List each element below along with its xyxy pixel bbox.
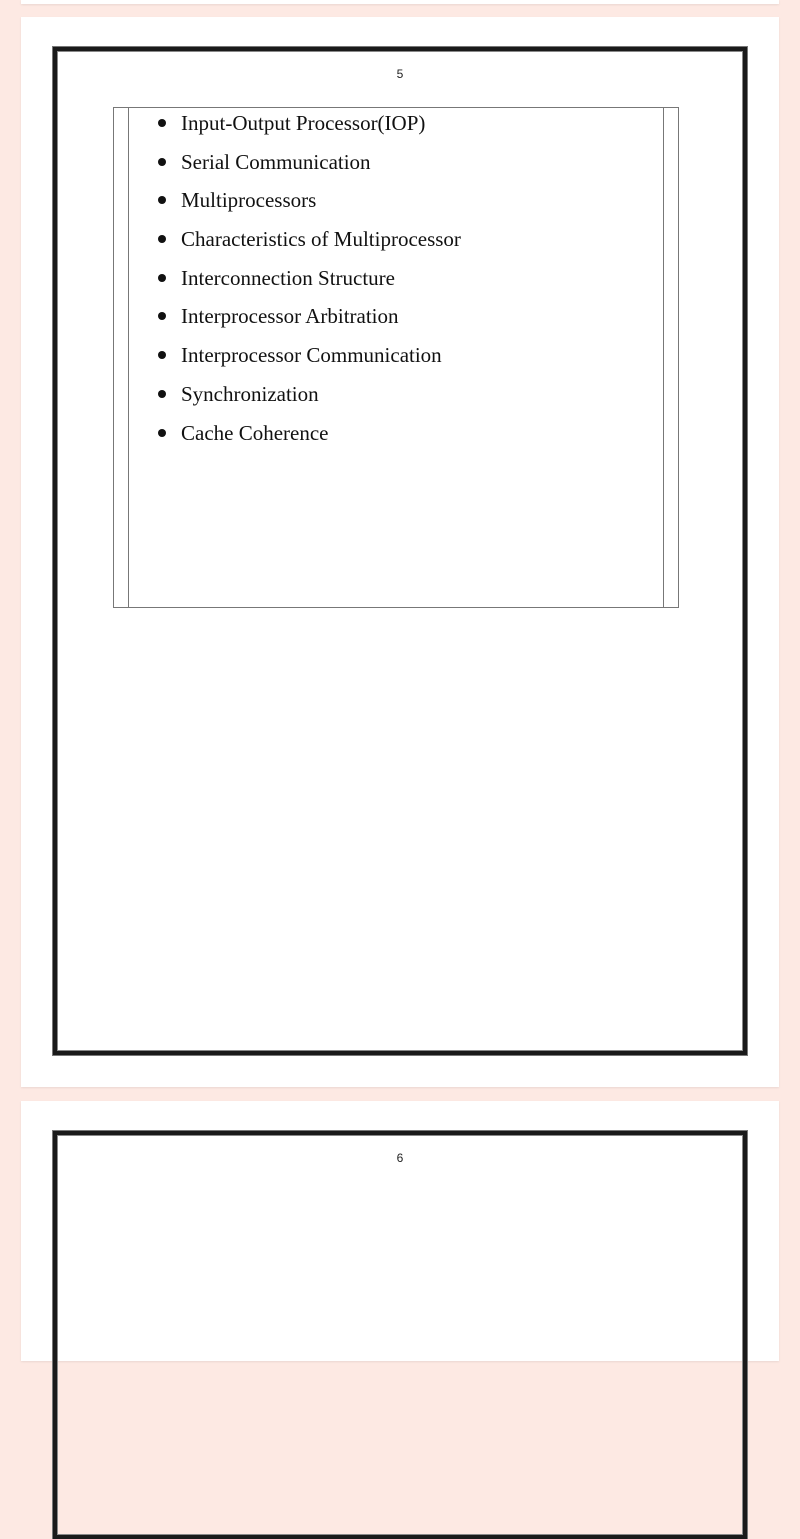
topic-list-box (113, 107, 679, 608)
page-border-frame (53, 1131, 747, 1539)
list-item-text: Cache Coherence (181, 420, 329, 445)
previous-page-edge (21, 0, 779, 4)
page-border-frame (53, 47, 747, 1055)
document-page-6 (21, 1101, 779, 1361)
list-item-text: Interprocessor Arbitration (181, 304, 399, 329)
bullet-icon (158, 158, 166, 166)
list-item (156, 185, 461, 224)
list-item (156, 224, 461, 263)
list-item-text: Serial Communication (181, 149, 371, 174)
bullet-icon (158, 196, 166, 204)
list-item (156, 147, 461, 186)
list-item (156, 301, 461, 340)
list-item (156, 263, 461, 302)
list-item-text: Multiprocessors (181, 188, 317, 213)
list-item-text: Characteristics of Multiprocessor (181, 227, 461, 252)
list-item-text: Input-Output Processor(IOP) (181, 111, 426, 135)
bullet-icon (158, 119, 166, 127)
document-page-5 (21, 17, 779, 1087)
bullet-icon (158, 429, 166, 437)
list-item-text: Synchronization (181, 381, 319, 406)
bullet-icon (158, 390, 166, 398)
page-number: 6 (396, 1151, 404, 1165)
list-item-text: Interconnection Structure (181, 265, 395, 290)
list-item (156, 108, 461, 147)
bullet-icon (158, 312, 166, 320)
topic-list (156, 108, 461, 456)
bullet-icon (158, 351, 166, 359)
list-item-text: Interprocessor Communication (181, 343, 442, 368)
list-item (156, 379, 461, 418)
bullet-icon (158, 235, 166, 243)
list-item (156, 418, 461, 457)
box-inner-rule-right (663, 108, 664, 607)
bullet-icon (158, 274, 166, 282)
list-item (156, 340, 461, 379)
page-number: 5 (396, 67, 404, 81)
box-inner-rule-left (128, 108, 129, 607)
